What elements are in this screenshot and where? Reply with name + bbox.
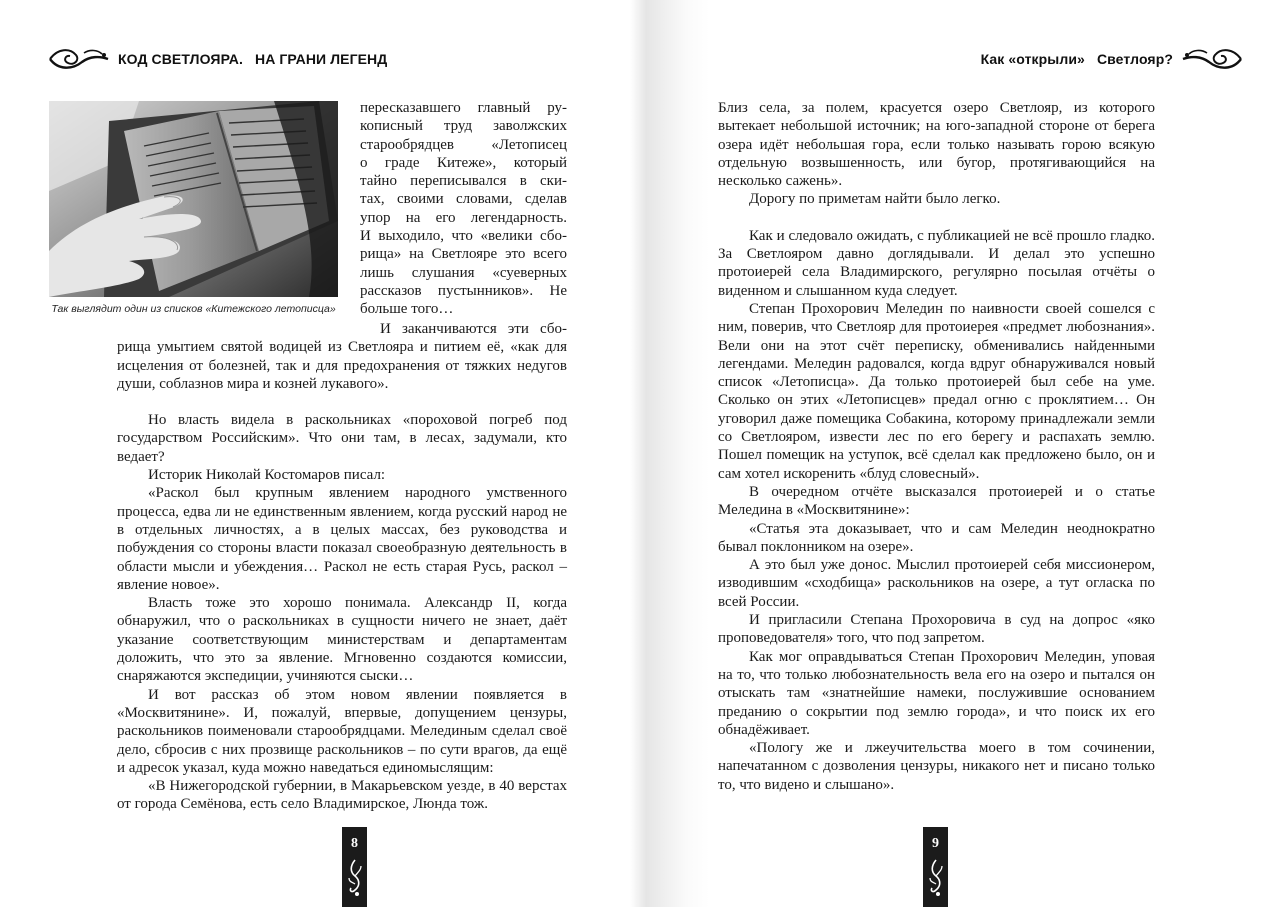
wrap-line: рассказов пустынников». Не: [360, 282, 567, 299]
wrap-line: рища» на Светлояре это всего: [360, 246, 567, 263]
wrap-line: тайно переписывался в ски-: [360, 173, 567, 190]
wrap-line: старообрядцев «Летописец: [360, 136, 567, 153]
swirl-ornament-icon: [1181, 44, 1243, 74]
header-title-part1: КОД СВЕТЛОЯРА.: [118, 51, 243, 67]
floral-ornament-icon: [346, 858, 364, 898]
paragraph: Дорогу по приметам найти было легко.: [749, 191, 1001, 208]
page-number-tab: [342, 827, 367, 907]
paragraph: И заканчиваются эти сборища умытием святой водицей из Светлояра и питием её, «как для исцеления от болезней, так и для предохранения от тяжких недугов души, соблазнов мира и козней лукавого».: [117, 321, 567, 392]
paragraph: Но власть видела в раскольниках «пороховой погреб под государством Российским». Что они там, в лесах, задумали, кто ведает?: [117, 412, 567, 465]
right-main-text: [718, 99, 1155, 794]
paragraph: «Статья эта доказывает, что и сам Меледин неоднократно бывал поклонником на озере».: [718, 520, 1155, 555]
page-number: 8: [351, 836, 358, 851]
wrap-line: кописный труд заволжских: [360, 118, 567, 135]
paragraph: И вот рассказ об этом новом явлении появляется в «Москвитянине». И, пожалуй, впервые, допущением цензуры, раскольников поименовали старообрядцами. Мелединым сделал своё дело, сбросив с них прозвище раскольников – по сути врагов, да ещё и адресок указал, куда можно наведаться единомыслящим:: [117, 686, 567, 776]
paragraph: А это был уже донос. Мыслил протоиерей себя миссионером, изводившим «сходбища» раскольников на озере, а тут огласка по всей России.: [718, 557, 1155, 610]
paragraph: Власть тоже это хорошо понимала. Александр II, когда обнаружил, что о раскольниках в сущности ничего не знает, даёт указание соответствующим министерствам и департаментам доложить, что это за явление. Мгновенно создаются комиссии, снаряжаются экспедиции, учиняются сыски…: [117, 595, 567, 685]
figure: [49, 101, 338, 315]
book-photo: [49, 101, 338, 297]
swirl-ornament-icon: [48, 44, 110, 74]
paragraph: Как и следовало ожидать, с публикацией не всё прошло гладко. За Светлояром давно доглядывали. И делал это успешно протоиерей села Владимирского, регулярно посылая отчёты о виденном и слышанном куда следует.: [718, 227, 1155, 299]
figure-caption: Так выглядит один из списков «Китежского летописца»: [51, 303, 336, 315]
paragraph: Близ села, за полем, красуется озеро Светлояр, из которого вытекает небольшой источник; на юго-западной стороне от берега озера идёт небольшая гора, если только называть горою всякую отдельную возвышенность, или бугор, протягивающийся на несколько сажень».: [718, 100, 1155, 190]
wrap-line: о граде Китеже», который: [360, 154, 567, 171]
paragraph: Как мог оправдываться Степан Прохорович Меледин, уповая на то, что только любознательность вела его на озеро и пытался он отыскать там «знатнейшие намеки, послужившие основанием преданию о сокрытии под землю города», и что поиск их его обнадёживает.: [718, 648, 1155, 738]
left-main-text: [117, 320, 567, 814]
left-page: [0, 0, 642, 907]
wrap-line: больше того…: [360, 301, 454, 318]
header-title-part2: НА ГРАНИ ЛЕГЕНД: [254, 51, 388, 67]
paragraph: В очередном отчёте высказался протоиерей и о статье Меледина в «Москвитянине»:: [718, 483, 1155, 519]
right-page: [642, 0, 1285, 907]
header-title-part1: Как «открыли»: [980, 51, 1085, 67]
paragraph: «Пологу же и лжеучительства моего в том сочинении, напечатанном с дозволения цензуры, никакого нет и писано только то, что видено и слышано».: [718, 740, 1155, 793]
running-header-right: [981, 44, 1243, 74]
wrap-line: лишь слушания «суеверных: [360, 264, 567, 281]
wrap-line: упор на его легендарность.: [360, 209, 567, 226]
paragraph: Историк Николай Костомаров писал:: [148, 467, 386, 484]
paragraph: «В Нижегородской губернии, в Макарьевском уезде, в 40 верстах от города Семёнова, есть село Владимирское, Люнда тож.: [117, 778, 567, 813]
page-number: 9: [932, 836, 939, 851]
paragraph: «Раскол был крупным явлением народного умственного процесса, едва ли не единственным явлением, когда русский народ не в отдельных личностях, а в целых массах, без руководства и побуждения со стороны власти показал своеобразную деятельность в области мысли и убеждения… Раскол не есть старая Русь, раскол – явление новое».: [117, 485, 567, 593]
floral-ornament-icon: [927, 858, 945, 898]
paragraph: Степан Прохорович Меледин по наивности своей сошелся с ним, поверив, что Светлояр для протоиерея «предмет любознания». Вели они на этот счёт переписку, обменивались найденными легендами. Меледин радовался, когда вдруг обнаруживался новый список «Летописца». Да только протоиерей был себе на уме. Сколько он этих «Летописцев» предал огню с проклятием… Он уговорил даже помещика Собакина, которому принадлежали земли со Светлояром, извести лес по его берегу и распахать землю. Пошел помещик на уступок, всё сделал как предложено было, он и сам хотел искоренить «блуд словесный».: [718, 300, 1155, 482]
wrap-line: И выходило, что «велики сбо-: [360, 228, 567, 245]
page-number-tab: [923, 827, 948, 907]
wrap-text-column: [360, 99, 567, 319]
header-title-part2: Светлояр?: [1096, 51, 1173, 67]
wrap-line: пересказавшего главный ру-: [360, 100, 567, 116]
paragraph: И пригласили Степана Прохоровича в суд на допрос «яко проповедователя» того, что под запретом.: [718, 612, 1155, 647]
wrap-line: тах, своими словами, сделав: [360, 191, 567, 208]
running-header-left: [48, 44, 387, 74]
